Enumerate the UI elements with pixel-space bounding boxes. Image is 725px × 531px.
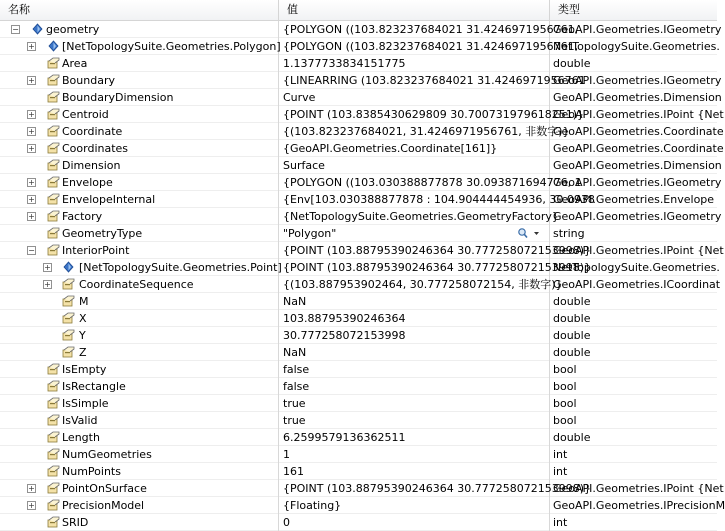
- type-cell: [550, 123, 724, 140]
- row-name-label: Area: [62, 57, 88, 70]
- type-cell: [550, 208, 722, 225]
- table-row[interactable]: [0, 514, 717, 531]
- property-icon: [62, 346, 75, 358]
- name-cell: [0, 21, 279, 38]
- table-row[interactable]: [0, 106, 724, 123]
- table-row[interactable]: [0, 123, 724, 140]
- row-value-text: true: [283, 397, 306, 410]
- type-cell: [550, 480, 724, 497]
- name-cell: [0, 208, 279, 225]
- row-name-label: IsRectangle: [62, 380, 126, 393]
- row-value-text: false: [283, 380, 310, 393]
- row-name-label: PointOnSurface: [62, 482, 147, 495]
- type-cell: [550, 72, 722, 89]
- row-type-text: GeoAPI.Geometries.IPoint {Net: [553, 244, 724, 257]
- row-type-text: double: [553, 295, 591, 308]
- column-header-type[interactable]: 类型: [558, 3, 580, 16]
- row-value-text: {POINT (103.88795390246364 30.777258072153998)}: [283, 482, 591, 495]
- type-cell: [550, 157, 722, 174]
- row-value-text: NaN: [283, 295, 307, 308]
- name-cell: [0, 225, 279, 242]
- property-icon: [47, 125, 60, 137]
- value-cell[interactable]: [279, 276, 563, 293]
- watch-rows: [0, 21, 725, 531]
- row-value-text: 161: [283, 465, 304, 478]
- name-cell: [0, 412, 279, 429]
- name-cell: [0, 361, 279, 378]
- row-name-label: Envelope: [62, 176, 113, 189]
- row-name-label: Factory: [62, 210, 103, 223]
- table-row[interactable]: [0, 310, 717, 327]
- row-name-label: [NetTopologySuite.Geometries.Polygon]: [62, 40, 281, 53]
- type-cell: [550, 191, 717, 208]
- value-cell[interactable]: [279, 123, 570, 140]
- expand-plus-icon[interactable]: +: [44, 263, 51, 272]
- row-value-text: false: [283, 363, 310, 376]
- row-value-text: 1: [283, 448, 290, 461]
- row-type-text: GeoAPI.Geometries.IPrecisionM: [553, 499, 725, 512]
- table-row[interactable]: [0, 463, 717, 480]
- type-cell: [550, 378, 717, 395]
- type-cell: [550, 310, 717, 327]
- expand-plus-icon[interactable]: +: [28, 484, 35, 493]
- row-type-text: GeoAPI.Geometries.Dimension: [553, 159, 722, 172]
- type-cell: [550, 429, 717, 446]
- property-icon: [47, 380, 60, 392]
- row-type-text: GeoAPI.Geometries.ICoordinat: [553, 278, 721, 291]
- row-name-label: EnvelopeInternal: [62, 193, 156, 206]
- table-row[interactable]: [0, 89, 722, 106]
- table-row[interactable]: [0, 327, 717, 344]
- table-row[interactable]: [0, 191, 717, 208]
- name-cell: [0, 395, 279, 412]
- name-cell: [0, 55, 279, 72]
- row-name-label: Y: [79, 329, 86, 342]
- row-name-label: CoordinateSequence: [79, 278, 194, 291]
- value-cell[interactable]: [279, 106, 585, 123]
- table-row[interactable]: [0, 21, 722, 38]
- name-cell: [0, 38, 279, 55]
- column-header-bar: [0, 0, 717, 21]
- value-cell[interactable]: [279, 361, 550, 378]
- row-type-text: bool: [553, 397, 577, 410]
- row-value-text: {LINEARRING (103.823237684021 31.4246971956761: [283, 74, 586, 87]
- type-cell: [550, 293, 717, 310]
- row-value-text: 1.1377733834151775: [283, 57, 406, 70]
- name-cell: [0, 72, 279, 89]
- row-name-label: Coordinates: [62, 142, 129, 155]
- property-icon: [47, 397, 60, 409]
- property-icon: [47, 57, 60, 69]
- expand-plus-icon[interactable]: +: [28, 501, 35, 510]
- name-cell: [0, 89, 279, 106]
- row-value-text: {POINT (103.8385430629809 30.700731979618251)}: [283, 108, 585, 121]
- row-name-label: GeometryType: [62, 227, 143, 240]
- row-name-label: Coordinate: [62, 125, 123, 138]
- name-cell: [0, 123, 279, 140]
- table-row[interactable]: [0, 208, 722, 225]
- name-cell: [0, 276, 279, 293]
- type-cell: [550, 259, 720, 276]
- row-name-label: IsSimple: [62, 397, 109, 410]
- property-icon: [47, 499, 60, 511]
- row-type-text: GeoAPI.Geometries.IGeometry: [553, 74, 722, 87]
- property-icon: [47, 482, 60, 494]
- row-value-text: Curve: [283, 91, 316, 104]
- row-type-text: bool: [553, 414, 577, 427]
- row-name-label: NumPoints: [62, 465, 121, 478]
- row-type-text: GeoAPI.Geometries.Envelope: [553, 193, 715, 206]
- name-cell: [0, 463, 279, 480]
- row-name-label: PrecisionModel: [62, 499, 145, 512]
- expand-plus-icon[interactable]: +: [28, 195, 35, 204]
- table-row[interactable]: [0, 140, 724, 157]
- value-cell[interactable]: [279, 157, 550, 174]
- row-value-text: {Env[103.030388877878 : 104.904444454936, 30.0938: [283, 193, 595, 206]
- row-name-label: IsEmpty: [62, 363, 107, 376]
- expand-plus-icon[interactable]: +: [28, 144, 35, 153]
- row-value-text: {POINT (103.88795390246364 30.777258072153998)}: [283, 244, 591, 257]
- table-row[interactable]: [0, 412, 717, 429]
- table-row[interactable]: [0, 38, 720, 55]
- row-value-text: {GeoAPI.Geometries.Coordinate[161]}: [283, 142, 498, 155]
- row-type-text: GeoAPI.Geometries.Coordinate: [553, 142, 724, 155]
- row-name-label: IsValid: [62, 414, 98, 427]
- expand-plus-icon[interactable]: +: [44, 280, 51, 289]
- value-cell[interactable]: [279, 293, 550, 310]
- row-name-label: SRID: [62, 516, 89, 529]
- value-cell[interactable]: [279, 446, 550, 463]
- name-cell: [0, 293, 279, 310]
- row-type-text: int: [553, 448, 568, 461]
- column-header-value[interactable]: 值: [279, 0, 550, 20]
- table-row[interactable]: [0, 72, 722, 89]
- property-icon: [47, 465, 60, 477]
- name-cell: [0, 497, 279, 514]
- property-icon: [47, 176, 60, 188]
- row-name-label: InteriorPoint: [62, 244, 130, 257]
- expand-plus-icon[interactable]: +: [28, 178, 35, 187]
- row-type-text: GeoAPI.Geometries.IPoint {Net: [553, 108, 724, 121]
- row-type-text: bool: [553, 380, 577, 393]
- object-icon: [62, 261, 75, 273]
- type-cell: [550, 344, 717, 361]
- value-cell[interactable]: [279, 208, 559, 225]
- table-row[interactable]: [0, 259, 720, 276]
- row-type-text: int: [553, 465, 568, 478]
- name-cell: [0, 259, 282, 276]
- row-value-text: {(103.823237684021, 31.4246971956761, 非数字)}: [283, 125, 570, 138]
- name-cell: [0, 310, 279, 327]
- property-icon: [47, 142, 60, 154]
- value-cell[interactable]: [279, 395, 550, 412]
- value-cell[interactable]: [279, 191, 595, 208]
- name-cell: [0, 327, 279, 344]
- row-value-text: 30.777258072153998: [283, 329, 406, 342]
- expand-plus-icon[interactable]: +: [28, 76, 35, 85]
- value-cell[interactable]: [279, 242, 591, 259]
- row-value-text: "Polygon": [283, 227, 337, 240]
- property-icon: [47, 74, 60, 86]
- type-cell: [550, 225, 717, 242]
- row-type-text: double: [553, 346, 591, 359]
- name-cell: [0, 242, 279, 259]
- table-row[interactable]: [0, 395, 717, 412]
- row-type-text: NetTopologySuite.Geometries.: [553, 40, 720, 53]
- table-row[interactable]: [0, 55, 717, 72]
- row-value-text: 0: [283, 516, 290, 529]
- property-icon: [62, 295, 75, 307]
- name-cell: [0, 106, 279, 123]
- row-type-text: GeoAPI.Geometries.IPoint {Net: [553, 482, 724, 495]
- row-name-label: Dimension: [62, 159, 121, 172]
- value-cell[interactable]: [279, 174, 582, 191]
- text-visualizer-magnifier-icon[interactable]: [517, 227, 541, 239]
- object-icon: [31, 23, 44, 35]
- property-icon: [47, 159, 60, 171]
- table-row[interactable]: [0, 174, 722, 191]
- name-cell: [0, 157, 279, 174]
- row-name-label: [NetTopologySuite.Geometries.Point]: [79, 261, 282, 274]
- collapse-minus-icon[interactable]: −: [28, 246, 35, 255]
- type-cell: [550, 21, 722, 38]
- row-type-text: GeoAPI.Geometries.IGeometry: [553, 176, 722, 189]
- type-cell: [550, 412, 717, 429]
- type-cell: [550, 38, 720, 55]
- type-cell: [550, 55, 717, 72]
- table-row[interactable]: [0, 429, 717, 446]
- value-cell[interactable]: [279, 21, 579, 38]
- row-name-label: Centroid: [62, 108, 109, 121]
- type-cell: [550, 242, 724, 259]
- value-cell[interactable]: [279, 344, 550, 361]
- row-value-text: 6.2599579136362511: [283, 431, 406, 444]
- type-cell: [550, 361, 717, 378]
- expand-plus-icon[interactable]: +: [28, 212, 35, 221]
- table-row[interactable]: [0, 497, 725, 514]
- value-cell[interactable]: [279, 463, 550, 480]
- row-name-label: M: [79, 295, 89, 308]
- property-icon: [47, 227, 60, 239]
- value-cell[interactable]: [279, 480, 591, 497]
- type-cell: [550, 106, 724, 123]
- row-type-text: GeoAPI.Geometries.Dimension: [553, 91, 722, 104]
- row-name-label: Boundary: [62, 74, 115, 87]
- value-cell[interactable]: [279, 429, 550, 446]
- name-cell: [0, 446, 279, 463]
- row-value-text: {(103.887953902464, 30.777258072154, 非数字)}: [283, 278, 563, 291]
- value-cell[interactable]: [279, 89, 550, 106]
- row-type-text: string: [553, 227, 585, 240]
- row-value-text: NaN: [283, 346, 307, 359]
- expand-plus-icon[interactable]: +: [28, 42, 35, 51]
- type-cell: [550, 276, 721, 293]
- row-name-label: NumGeometries: [62, 448, 152, 461]
- row-type-text: NetTopologySuite.Geometries.: [553, 261, 720, 274]
- property-icon: [47, 414, 60, 426]
- property-icon: [47, 91, 60, 103]
- type-cell: [550, 140, 724, 157]
- table-row[interactable]: [0, 293, 717, 310]
- name-cell: [0, 140, 279, 157]
- name-cell: [0, 429, 279, 446]
- row-value-text: {POLYGON ((103.030388877878 30.093871694776, 1: [283, 176, 582, 189]
- row-type-text: double: [553, 329, 591, 342]
- row-value-text: {POINT (103.88795390246364 30.777258072153998)}: [283, 261, 591, 274]
- row-name-label: Length: [62, 431, 100, 444]
- value-cell[interactable]: [279, 38, 579, 55]
- row-type-text: GeoAPI.Geometries.IGeometry: [553, 210, 722, 223]
- table-row[interactable]: [0, 378, 717, 395]
- row-type-text: GeoAPI.Geometries.Coordinate: [553, 125, 724, 138]
- type-cell: [550, 327, 717, 344]
- type-cell: [550, 463, 717, 480]
- value-cell[interactable]: [279, 310, 550, 327]
- property-icon: [62, 312, 75, 324]
- value-cell[interactable]: [279, 497, 550, 514]
- row-value-text: true: [283, 414, 306, 427]
- type-cell: [550, 395, 717, 412]
- property-icon: [47, 244, 60, 256]
- row-type-text: double: [553, 312, 591, 325]
- property-icon: [62, 329, 75, 341]
- row-value-text: {POLYGON ((103.823237684021 31.4246971956761,: [283, 40, 579, 53]
- row-value-text: {POLYGON ((103.823237684021 31.4246971956761,: [283, 23, 579, 36]
- table-row[interactable]: [0, 446, 717, 463]
- collapse-minus-icon[interactable]: −: [12, 25, 19, 34]
- type-cell: [550, 514, 717, 531]
- property-icon: [47, 363, 60, 375]
- row-type-text: double: [553, 431, 591, 444]
- property-icon: [62, 278, 75, 290]
- property-icon: [47, 448, 60, 460]
- row-value-text: Surface: [283, 159, 325, 172]
- row-type-text: int: [553, 516, 568, 529]
- value-cell[interactable]: [279, 72, 586, 89]
- table-row[interactable]: [0, 276, 721, 293]
- value-cell[interactable]: [279, 378, 550, 395]
- type-cell: [550, 174, 722, 191]
- name-cell: [0, 480, 279, 497]
- table-row[interactable]: [0, 242, 724, 259]
- value-cell[interactable]: [279, 225, 550, 242]
- value-cell[interactable]: [279, 140, 550, 157]
- row-name-label: geometry: [46, 23, 100, 36]
- row-name-label: X: [79, 312, 87, 325]
- row-value-text: 103.88795390246364: [283, 312, 406, 325]
- value-cell[interactable]: [279, 514, 550, 531]
- table-row[interactable]: [0, 344, 717, 361]
- property-icon: [47, 431, 60, 443]
- property-icon: [47, 210, 60, 222]
- property-icon: [47, 108, 60, 120]
- table-row[interactable]: [0, 480, 724, 497]
- table-row[interactable]: [0, 225, 717, 242]
- type-cell: [550, 89, 722, 106]
- value-cell[interactable]: [279, 327, 550, 344]
- table-row[interactable]: [0, 361, 717, 378]
- row-value-text: {NetTopologySuite.Geometries.GeometryFactory}: [283, 210, 559, 223]
- expand-plus-icon[interactable]: +: [28, 110, 35, 119]
- row-type-text: double: [553, 57, 591, 70]
- name-cell: [0, 174, 279, 191]
- name-cell: [0, 191, 279, 208]
- row-value-text: {Floating}: [283, 499, 342, 512]
- name-cell: [0, 514, 279, 531]
- row-name-label: BoundaryDimension: [62, 91, 174, 104]
- row-type-text: GeoAPI.Geometries.IGeometry: [553, 23, 722, 36]
- value-cell[interactable]: [279, 412, 550, 429]
- row-type-text: bool: [553, 363, 577, 376]
- type-cell: [550, 497, 725, 514]
- object-icon: [47, 40, 60, 52]
- property-icon: [47, 193, 60, 205]
- name-cell: [0, 378, 279, 395]
- property-icon: [47, 516, 60, 528]
- type-cell: [550, 446, 717, 463]
- row-name-label: Z: [79, 346, 87, 359]
- value-cell[interactable]: [279, 55, 550, 72]
- table-row[interactable]: [0, 157, 722, 174]
- column-header-name[interactable]: 名称: [0, 0, 279, 20]
- expand-plus-icon[interactable]: +: [28, 127, 35, 136]
- value-cell[interactable]: [279, 259, 591, 276]
- name-cell: [0, 344, 279, 361]
